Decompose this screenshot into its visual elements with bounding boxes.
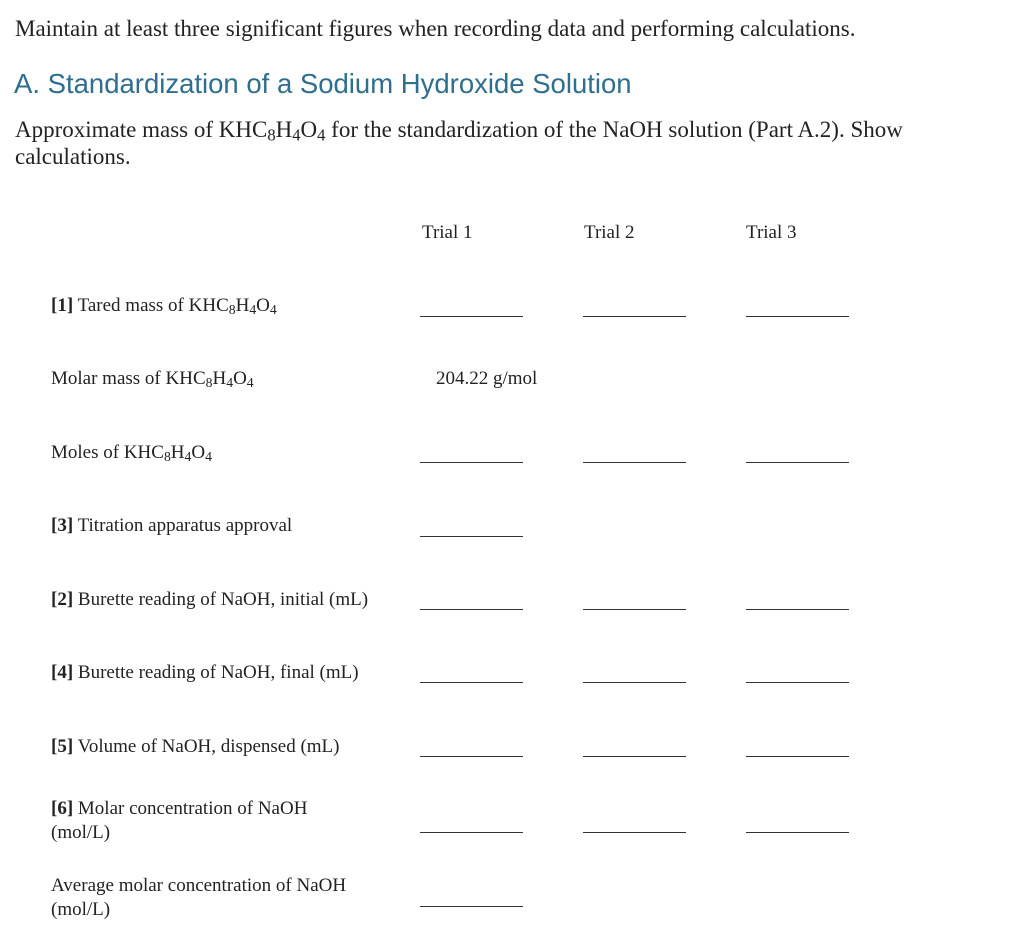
column-header-trial-1: Trial 1 <box>422 222 473 243</box>
formula-o: O <box>191 442 206 463</box>
blank-burette-final-trial-3[interactable] <box>746 682 849 683</box>
row-number: [1] <box>51 295 74 316</box>
formula-h: H <box>170 442 185 463</box>
blank-volume-dispensed-trial-1[interactable] <box>420 756 523 757</box>
row-label-titration-approval <box>51 514 292 538</box>
row-label-text: Burette reading of NaOH, initial (mL) <box>77 589 369 610</box>
intro-h: H <box>275 117 293 142</box>
row-label-text: Moles of KHC <box>51 442 164 463</box>
row-label-molar-concentration <box>51 797 307 845</box>
row-label-text: Burette reading of NaOH, final (mL) <box>77 662 359 683</box>
formula-sub: 4 <box>226 375 234 390</box>
blank-molar-concentration-trial-3[interactable] <box>746 832 849 833</box>
row-number: [4] <box>51 662 74 683</box>
section-heading: A. Standardization of a Sodium Hydroxide Solution <box>14 68 632 99</box>
blank-burette-initial-trial-3[interactable] <box>746 609 849 610</box>
intro-sub-8: 8 <box>267 125 276 145</box>
row-label-units: (mol/L) <box>51 822 111 843</box>
row-number: [2] <box>51 589 74 610</box>
row-label-text: Molar mass of KHC <box>51 368 206 389</box>
formula-sub: 8 <box>163 449 171 464</box>
intro-o: O <box>300 117 318 142</box>
row-label-text: Tared mass of KHC <box>77 295 229 316</box>
row-label-tared-mass <box>51 294 277 318</box>
blank-moles-trial-3[interactable] <box>746 462 849 463</box>
intro-sub-4a: 4 <box>292 125 301 145</box>
row-label-text: Volume of NaOH, dispensed (mL) <box>77 736 340 757</box>
significant-figures-note: Maintain at least three significant figures when recording data and performing calculations. <box>15 16 856 41</box>
intro-sub-4b: 4 <box>317 125 326 145</box>
row-label-text: Average molar concentration of NaOH <box>51 875 347 896</box>
formula-o: O <box>233 368 247 389</box>
intro-instruction <box>15 116 1005 170</box>
row-label-text: Molar concentration of NaOH <box>77 798 308 819</box>
formula-sub: 4 <box>249 302 257 317</box>
column-header-trial-2: Trial 2 <box>584 222 635 243</box>
blank-burette-initial-trial-2[interactable] <box>583 609 686 610</box>
row-number: [5] <box>51 736 74 757</box>
blank-volume-dispensed-trial-2[interactable] <box>583 756 686 757</box>
blank-moles-trial-2[interactable] <box>583 462 686 463</box>
row-label-volume-dispensed <box>51 735 340 759</box>
formula-sub: 4 <box>205 449 212 464</box>
blank-tared-mass-trial-3[interactable] <box>746 316 849 317</box>
formula-h: H <box>212 368 227 389</box>
formula-sub: 4 <box>246 375 254 390</box>
molar-mass-value: 204.22 g/mol <box>436 368 538 389</box>
blank-burette-initial-trial-1[interactable] <box>420 609 523 610</box>
formula-sub: 8 <box>228 302 236 317</box>
blank-average-concentration[interactable] <box>420 906 523 907</box>
formula-h: H <box>235 295 250 316</box>
row-label-burette-final <box>51 661 359 685</box>
row-label-moles <box>51 441 212 465</box>
blank-tared-mass-trial-2[interactable] <box>583 316 686 317</box>
formula-sub: 8 <box>205 375 213 390</box>
blank-molar-concentration-trial-1[interactable] <box>420 832 523 833</box>
blank-burette-final-trial-1[interactable] <box>420 682 523 683</box>
row-label-molar-mass <box>51 367 254 391</box>
blank-tared-mass-trial-1[interactable] <box>420 316 523 317</box>
column-header-trial-3: Trial 3 <box>746 222 797 243</box>
formula-o: O <box>256 295 270 316</box>
blank-titration-approval[interactable] <box>420 536 523 537</box>
row-label-average-concentration <box>51 874 346 922</box>
row-number: [3] <box>51 515 74 536</box>
blank-moles-trial-1[interactable] <box>420 462 523 463</box>
row-label-text: Titration apparatus approval <box>77 515 293 536</box>
blank-burette-final-trial-2[interactable] <box>583 682 686 683</box>
row-label-units: (mol/L) <box>51 899 111 920</box>
intro-text-end: for the standardization of the NaOH solution (Part A.2). Show calculations. <box>15 117 903 169</box>
blank-molar-concentration-trial-2[interactable] <box>583 832 686 833</box>
intro-text-start: Approximate mass of KHC <box>15 117 268 142</box>
formula-sub: 4 <box>269 302 277 317</box>
row-label-burette-initial <box>51 588 368 612</box>
blank-volume-dispensed-trial-3[interactable] <box>746 756 849 757</box>
formula-sub: 4 <box>184 449 192 464</box>
row-number: [6] <box>51 798 74 819</box>
